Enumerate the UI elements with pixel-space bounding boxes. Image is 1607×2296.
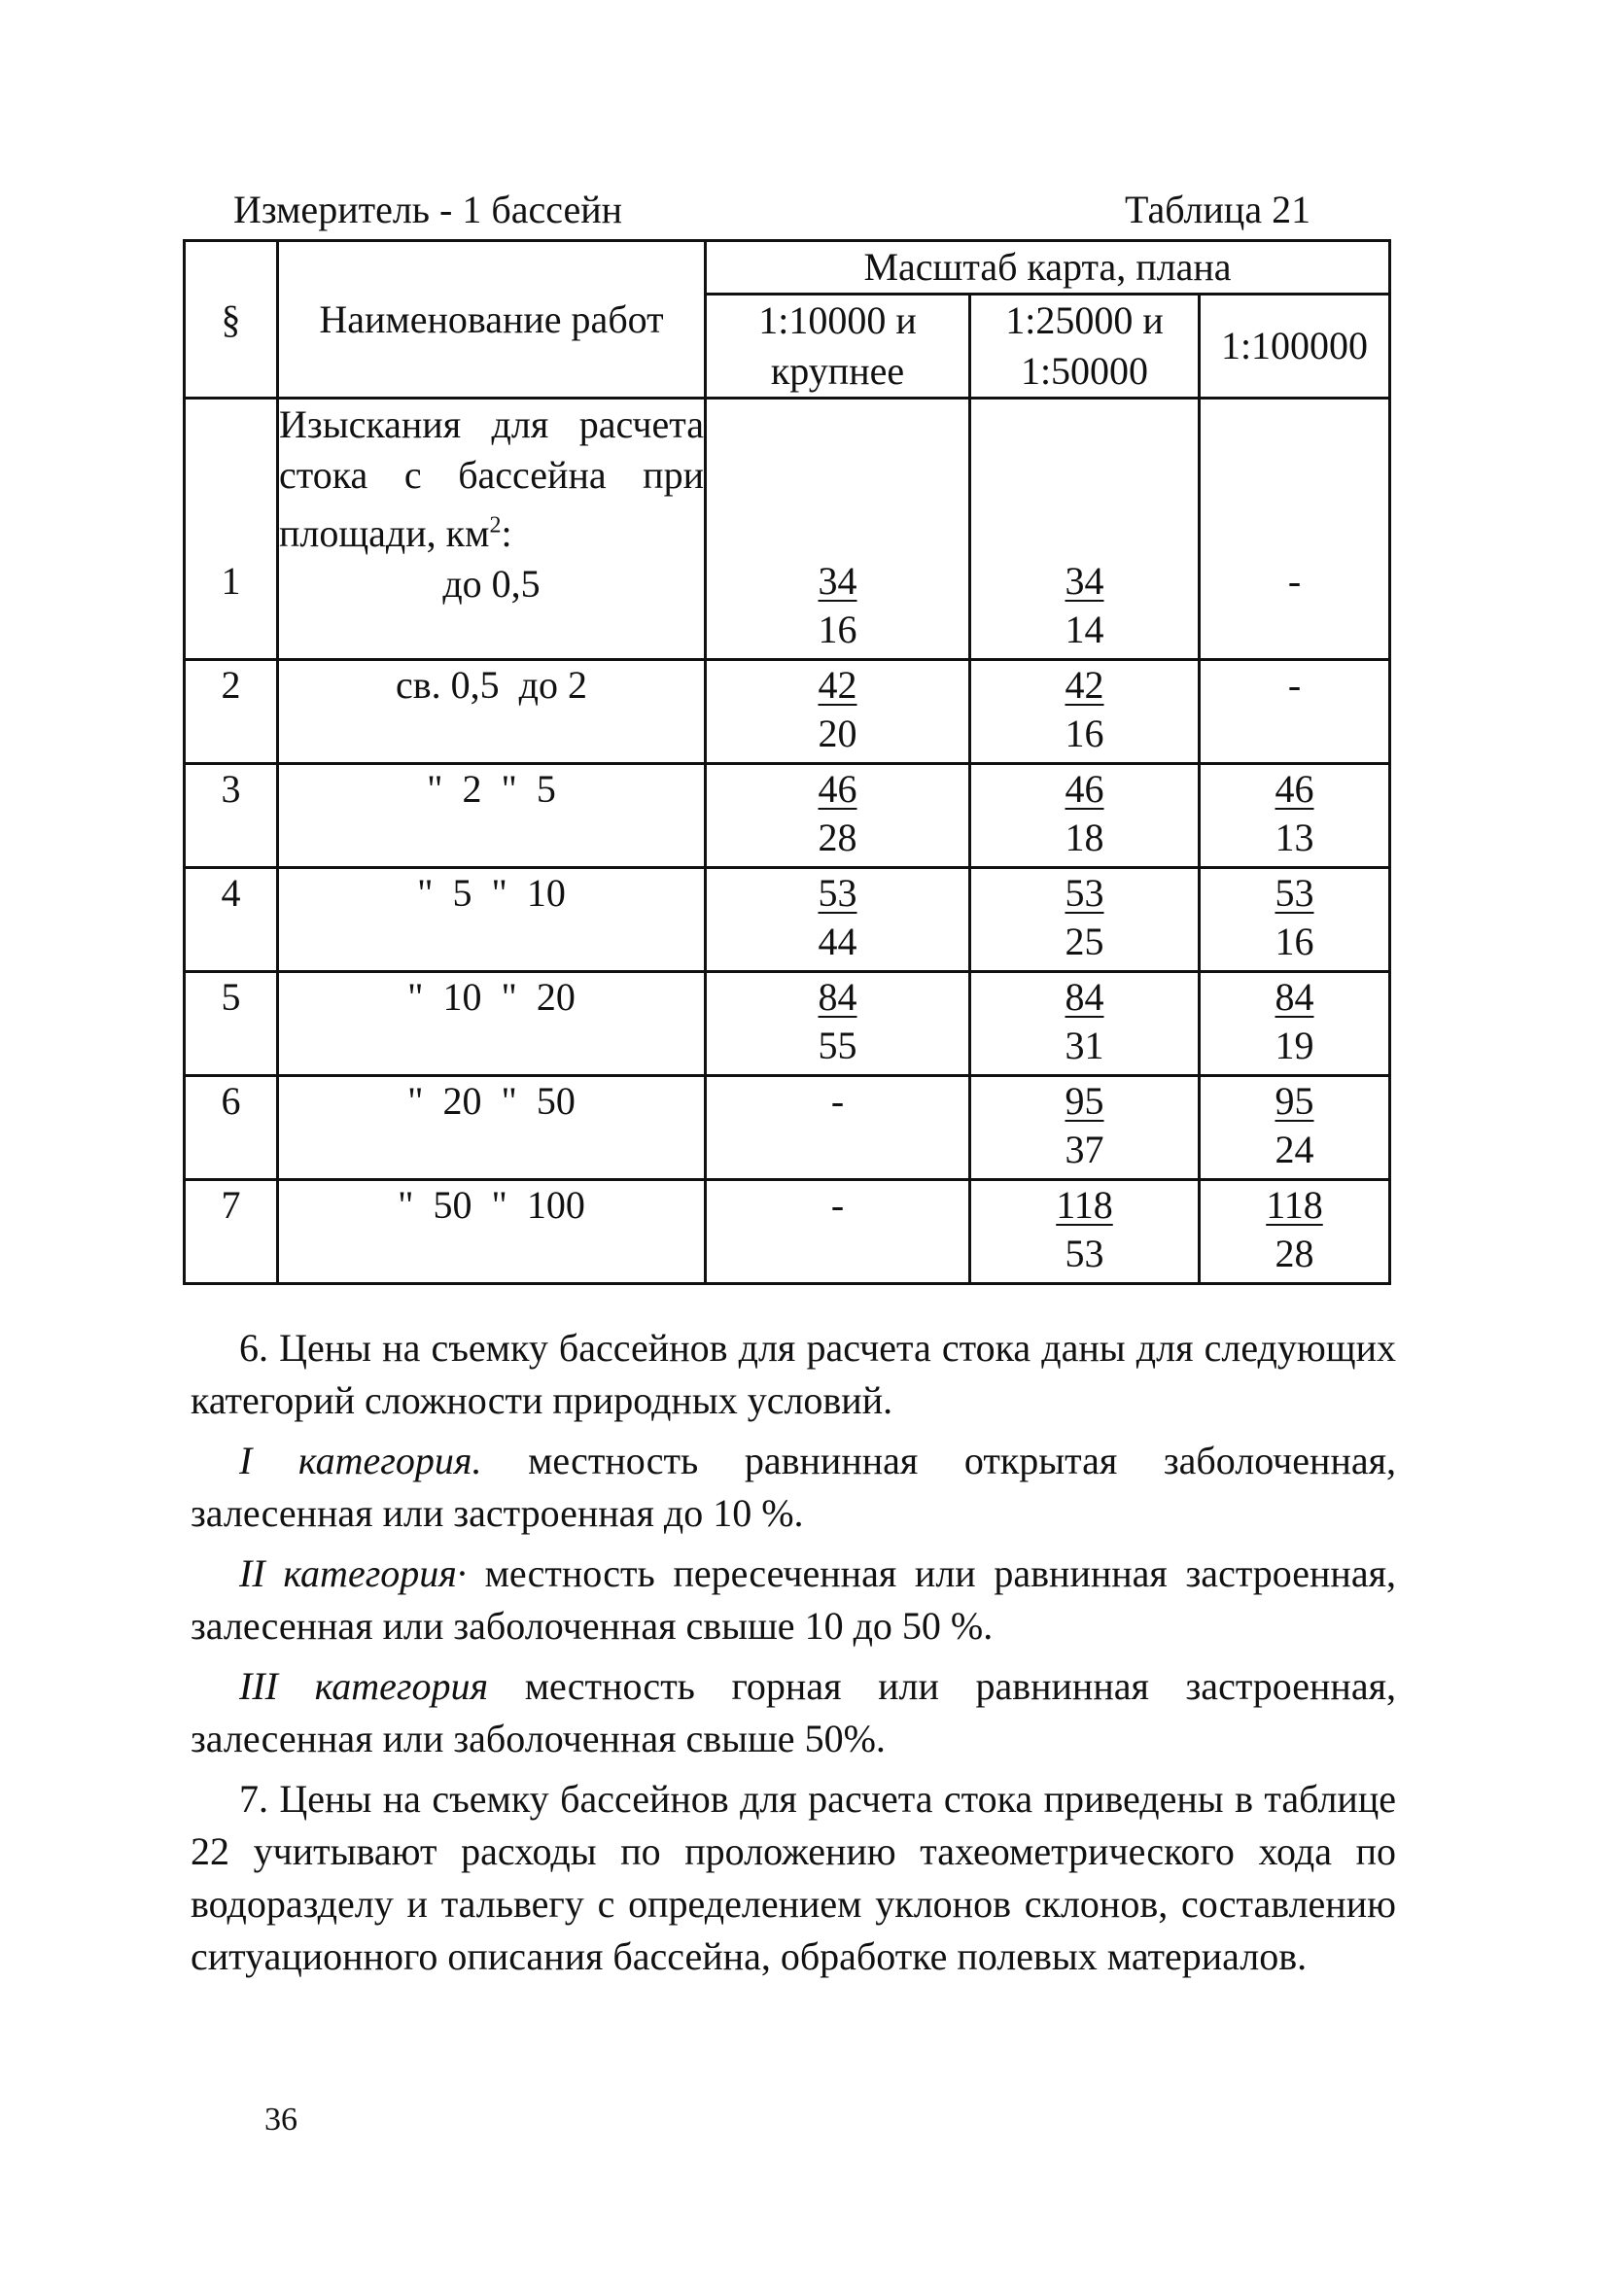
price-scale-2-numerator: 95 [1065, 1079, 1104, 1123]
page-number: 36 [264, 2102, 297, 2138]
price-scale-1-fraction [819, 557, 857, 654]
price-scale-2-numerator: 42 [1065, 663, 1104, 707]
price-scale-2 [970, 399, 1200, 660]
price-scale-1 [706, 764, 970, 868]
price-scale-2-fraction [1056, 1181, 1113, 1278]
table-row [185, 972, 1390, 1076]
row-work-name: " 2 " 5 [278, 764, 706, 868]
price-scale-3-fraction [1275, 869, 1314, 966]
price-scale-3-denominator: 16 [1275, 920, 1314, 963]
header-work-name: Наименование работ [278, 241, 706, 399]
row-number: 6 [185, 1076, 278, 1180]
row-work-name-text: до 0,5 [442, 562, 541, 607]
price-scale-2-numerator: 53 [1065, 871, 1104, 915]
price-scale-1 [706, 972, 970, 1076]
category-3-text: местность горная или равнинная застроенная, залесенная или заболоченная свыше 50%. [191, 1664, 1396, 1760]
table-row [185, 1180, 1390, 1284]
price-scale-3-numerator: 84 [1275, 975, 1314, 1019]
price-scale-2 [970, 1076, 1200, 1180]
price-scale-2-numerator: 34 [1065, 559, 1104, 603]
price-scale-1-denominator: 20 [818, 712, 857, 755]
price-scale-2-fraction [1066, 765, 1104, 862]
price-scale-1-numerator: 42 [818, 663, 857, 707]
header-scale-2: 1:25000 и 1:50000 [970, 295, 1200, 399]
price-scale-2-denominator: 14 [1065, 608, 1104, 651]
price-scale-1: - [706, 1180, 970, 1284]
price-scale-1 [706, 660, 970, 764]
price-scale-2-fraction [1066, 869, 1104, 966]
row-work-name: св. 0,5 до 2 [278, 660, 706, 764]
header-scale-3: 1:100000 [1200, 295, 1390, 399]
price-scale-3: - [1200, 399, 1390, 660]
category-3 [191, 1660, 1396, 1765]
price-scale-1-denominator: 44 [818, 920, 857, 963]
header-scale-group: Масштаб карта, плана [706, 241, 1390, 295]
row-number: 4 [185, 868, 278, 972]
price-scale-3-denominator: 13 [1275, 816, 1314, 859]
price-scale-1-fraction [819, 973, 857, 1070]
price-scale-3-numerator: 95 [1275, 1079, 1314, 1123]
row-number: 7 [185, 1180, 278, 1284]
price-scale-3-denominator: 19 [1275, 1024, 1314, 1067]
table-number-caption: Таблица 21 [1125, 188, 1311, 231]
price-scale-1 [706, 399, 970, 660]
survey-intro-superscript: 2 [489, 513, 502, 539]
price-scale-2-denominator: 31 [1065, 1024, 1104, 1067]
survey-intro-text: Изыскания для расчета стока с бассейна при площади, км [279, 402, 704, 556]
row-work-name: " 50 " 100 [278, 1180, 706, 1284]
price-scale-3 [1200, 1076, 1390, 1180]
category-1 [191, 1435, 1396, 1540]
row-number: 5 [185, 972, 278, 1076]
category-1-text: местность равнинная открытая заболоченная, залесенная или застроенная до 10 %. [191, 1439, 1397, 1535]
price-scale-1-numerator: 46 [818, 767, 857, 811]
table-row [185, 660, 1390, 764]
price-scale-2 [970, 972, 1200, 1076]
price-scale-2-denominator: 25 [1065, 920, 1104, 963]
price-scale-1-numerator: 34 [818, 559, 857, 603]
row-number: 3 [185, 764, 278, 868]
price-scale-3-fraction [1275, 973, 1314, 1070]
price-scale-3-numerator: 46 [1275, 767, 1314, 811]
price-scale-3-fraction [1275, 1077, 1314, 1174]
price-scale-2-fraction [1066, 557, 1104, 654]
row-work-name: " 5 " 10 [278, 868, 706, 972]
price-scale-1-denominator: 28 [818, 816, 857, 859]
header-section: § [185, 241, 278, 399]
price-scale-2 [970, 764, 1200, 868]
price-scale-2-denominator: 16 [1065, 712, 1104, 755]
price-scale-2 [970, 868, 1200, 972]
category-2-text: местность пересеченная или равнинная застроенная, залесенная или заболоченная свыше 10 до 50 %. [191, 1551, 1396, 1648]
price-scale-3 [1200, 972, 1390, 1076]
row-number: 1 [185, 399, 278, 660]
price-scale-1-fraction [819, 869, 857, 966]
paragraph-6: 6. Цены на съемку бассейнов для расчета стока даны для следующих категорий сложности природных условий. [191, 1326, 1396, 1422]
price-scale-2-fraction [1066, 661, 1104, 758]
survey-intro-colon: : [501, 511, 512, 556]
paragraph-7: 7. Цены на съемку бассейнов для расчета стока приведены в таблице 22 учитывают расходы по проложению тахеометрического хода по водоразделу и тальвегу с определением уклонов склонов, составлению ситуационного описания бассейна, обработке полевых материалов. [191, 1777, 1396, 1978]
price-scale-1-denominator: 16 [818, 608, 857, 651]
table-row [185, 399, 1390, 660]
price-scale-2-fraction [1066, 973, 1104, 1070]
survey-intro [279, 402, 704, 555]
row-work-name [278, 399, 706, 660]
price-scale-3-numerator: 53 [1275, 871, 1314, 915]
price-scale-3-numerator: 118 [1266, 1183, 1323, 1227]
category-2-label: II категория· [239, 1551, 467, 1595]
body-text [191, 1322, 1396, 1991]
price-scale-2 [970, 1180, 1200, 1284]
price-scale-3: - [1200, 660, 1390, 764]
price-table [183, 239, 1391, 1285]
price-scale-2-numerator: 46 [1065, 767, 1104, 811]
price-scale-2 [970, 660, 1200, 764]
table-row [185, 868, 1390, 972]
price-scale-3-fraction [1266, 1181, 1323, 1278]
price-scale-3-fraction [1275, 765, 1314, 862]
price-scale-1-denominator: 55 [818, 1024, 857, 1067]
price-scale-2-fraction [1066, 1077, 1104, 1174]
price-scale-1-numerator: 53 [818, 871, 857, 915]
table-row [185, 764, 1390, 868]
price-scale-1: - [706, 1076, 970, 1180]
row-work-name: " 20 " 50 [278, 1076, 706, 1180]
table-meter-caption: Измеритель - 1 бассейн [233, 188, 623, 231]
price-scale-3 [1200, 764, 1390, 868]
price-scale-2-denominator: 53 [1065, 1232, 1104, 1275]
price-scale-2-denominator: 18 [1065, 816, 1104, 859]
row-work-name: " 10 " 20 [278, 972, 706, 1076]
row-number: 2 [185, 660, 278, 764]
header-scale-1: 1:10000 и крупнее [706, 295, 970, 399]
category-1-label: I категория. [239, 1439, 482, 1482]
category-2 [191, 1548, 1396, 1652]
table-row [185, 1076, 1390, 1180]
price-scale-1-fraction [819, 765, 857, 862]
price-scale-1-numerator: 84 [818, 975, 857, 1019]
price-scale-1 [706, 868, 970, 972]
price-scale-3 [1200, 1180, 1390, 1284]
price-scale-2-numerator: 118 [1056, 1183, 1113, 1227]
price-scale-3-denominator: 24 [1275, 1128, 1314, 1171]
category-3-label: III категория [239, 1664, 489, 1708]
price-scale-2-numerator: 84 [1065, 975, 1104, 1019]
price-scale-3 [1200, 868, 1390, 972]
price-scale-2-denominator: 37 [1065, 1128, 1104, 1171]
price-scale-3-denominator: 28 [1275, 1232, 1314, 1275]
price-scale-1-fraction [819, 661, 857, 758]
